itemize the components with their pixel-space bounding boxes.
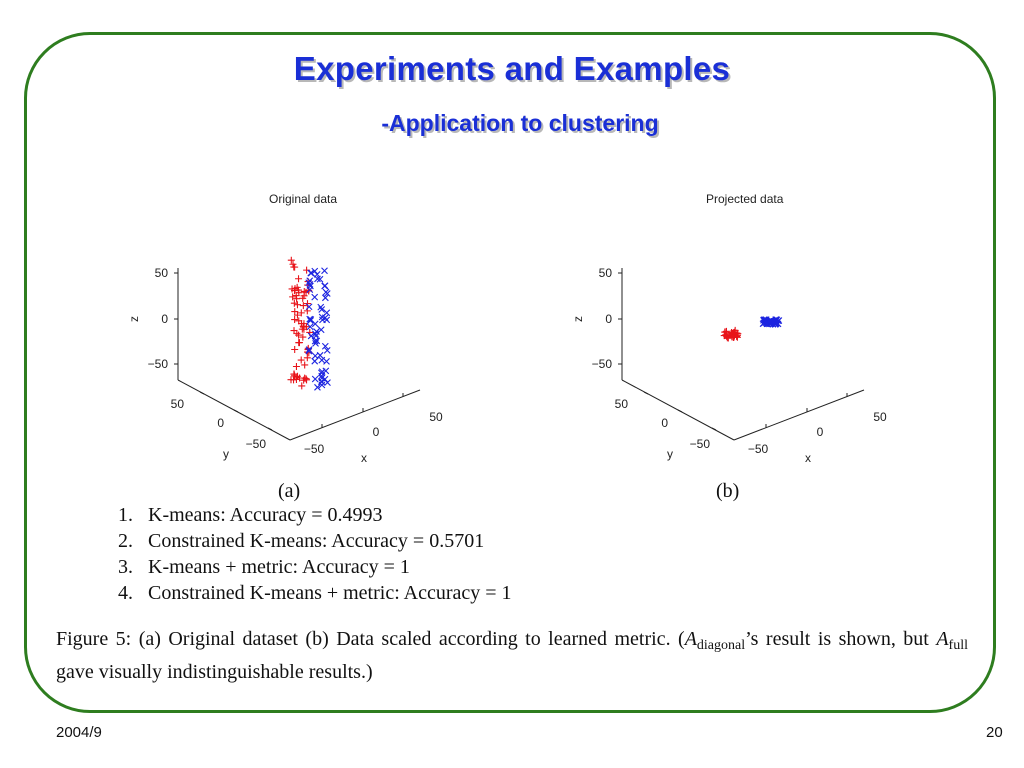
plot-original-data: [120, 240, 460, 470]
x-tick: 50: [873, 410, 887, 424]
marker-plus: [295, 275, 302, 282]
footer-date: 2004/9: [56, 724, 102, 741]
figure-caption: Figure 5: (a) Original dataset (b) Data scaled according to learned metric. ($A_{diagonal}’s$ result is shown, but $A_{full}$ gave visually indistinguishable results.): [56, 628, 968, 683]
y-tick: −50: [245, 437, 266, 451]
z-tick: 50: [154, 266, 168, 280]
marker-cross: [317, 352, 323, 358]
marker-cross: [312, 376, 318, 382]
marker-cross: [324, 380, 330, 386]
marker-cross: [312, 294, 318, 300]
x-axis-label: x: [805, 451, 811, 465]
x-tick: 0: [372, 425, 380, 439]
marker-plus: [296, 339, 303, 346]
x-tick: −50: [747, 442, 769, 456]
panel-label-a: (a): [278, 480, 301, 502]
plot-title-projected: Projected data: [706, 192, 784, 206]
marker-cross: [318, 327, 324, 333]
slide-subtitle: -Application to clustering: [381, 110, 659, 136]
scatter-points: [288, 257, 331, 391]
marker-cross: [324, 310, 330, 316]
x-tick: 0: [816, 425, 824, 439]
footer-page-number: 20: [986, 724, 1003, 741]
axes-box: [622, 268, 864, 440]
scatter-points: [721, 317, 782, 342]
marker-plus: [291, 346, 298, 353]
result-item: 2. Constrained K-means: Accuracy = 0.5701: [118, 530, 485, 552]
y-tick: 0: [217, 416, 224, 430]
marker-cross: [322, 268, 328, 274]
x-tick: −50: [303, 442, 325, 456]
y-tick: 0: [661, 416, 668, 430]
marker-plus: [298, 357, 305, 364]
slide-title: Experiments and Examples: [293, 50, 731, 87]
panel-label-b: (b): [716, 480, 740, 502]
marker-cross: [322, 283, 328, 289]
x-axis-label: x: [361, 451, 367, 465]
z-tick: 50: [598, 266, 612, 280]
x-tick: 50: [429, 410, 443, 424]
y-axis-label: y: [223, 447, 229, 461]
z-axis-label: z: [571, 316, 585, 322]
marker-plus: [288, 257, 295, 264]
marker-plus: [301, 361, 308, 368]
y-tick: 50: [170, 397, 184, 411]
marker-cross: [312, 358, 318, 364]
y-tick: −50: [689, 437, 710, 451]
results-list: [118, 502, 512, 606]
z-axis-label: z: [127, 316, 141, 322]
marker-plus: [289, 293, 296, 300]
result-item: 3. K-means + metric: Accuracy = 1: [118, 556, 410, 578]
result-item: 1. K-means: Accuracy = 0.4993: [118, 504, 383, 526]
plot-title-original: Original data: [269, 192, 338, 206]
result-item: 4. Constrained K-means + metric: Accuracy = 1: [118, 582, 512, 604]
z-tick: −50: [591, 357, 612, 371]
marker-plus: [293, 363, 300, 370]
z-tick: 0: [605, 312, 612, 326]
marker-cross: [307, 287, 313, 293]
marker-cross: [319, 357, 325, 363]
y-tick: 50: [614, 397, 628, 411]
z-tick: 0: [161, 312, 168, 326]
marker-plus: [294, 301, 301, 308]
plot-projected-data: [564, 240, 904, 470]
z-tick: −50: [147, 357, 168, 371]
y-axis-label: y: [667, 447, 673, 461]
